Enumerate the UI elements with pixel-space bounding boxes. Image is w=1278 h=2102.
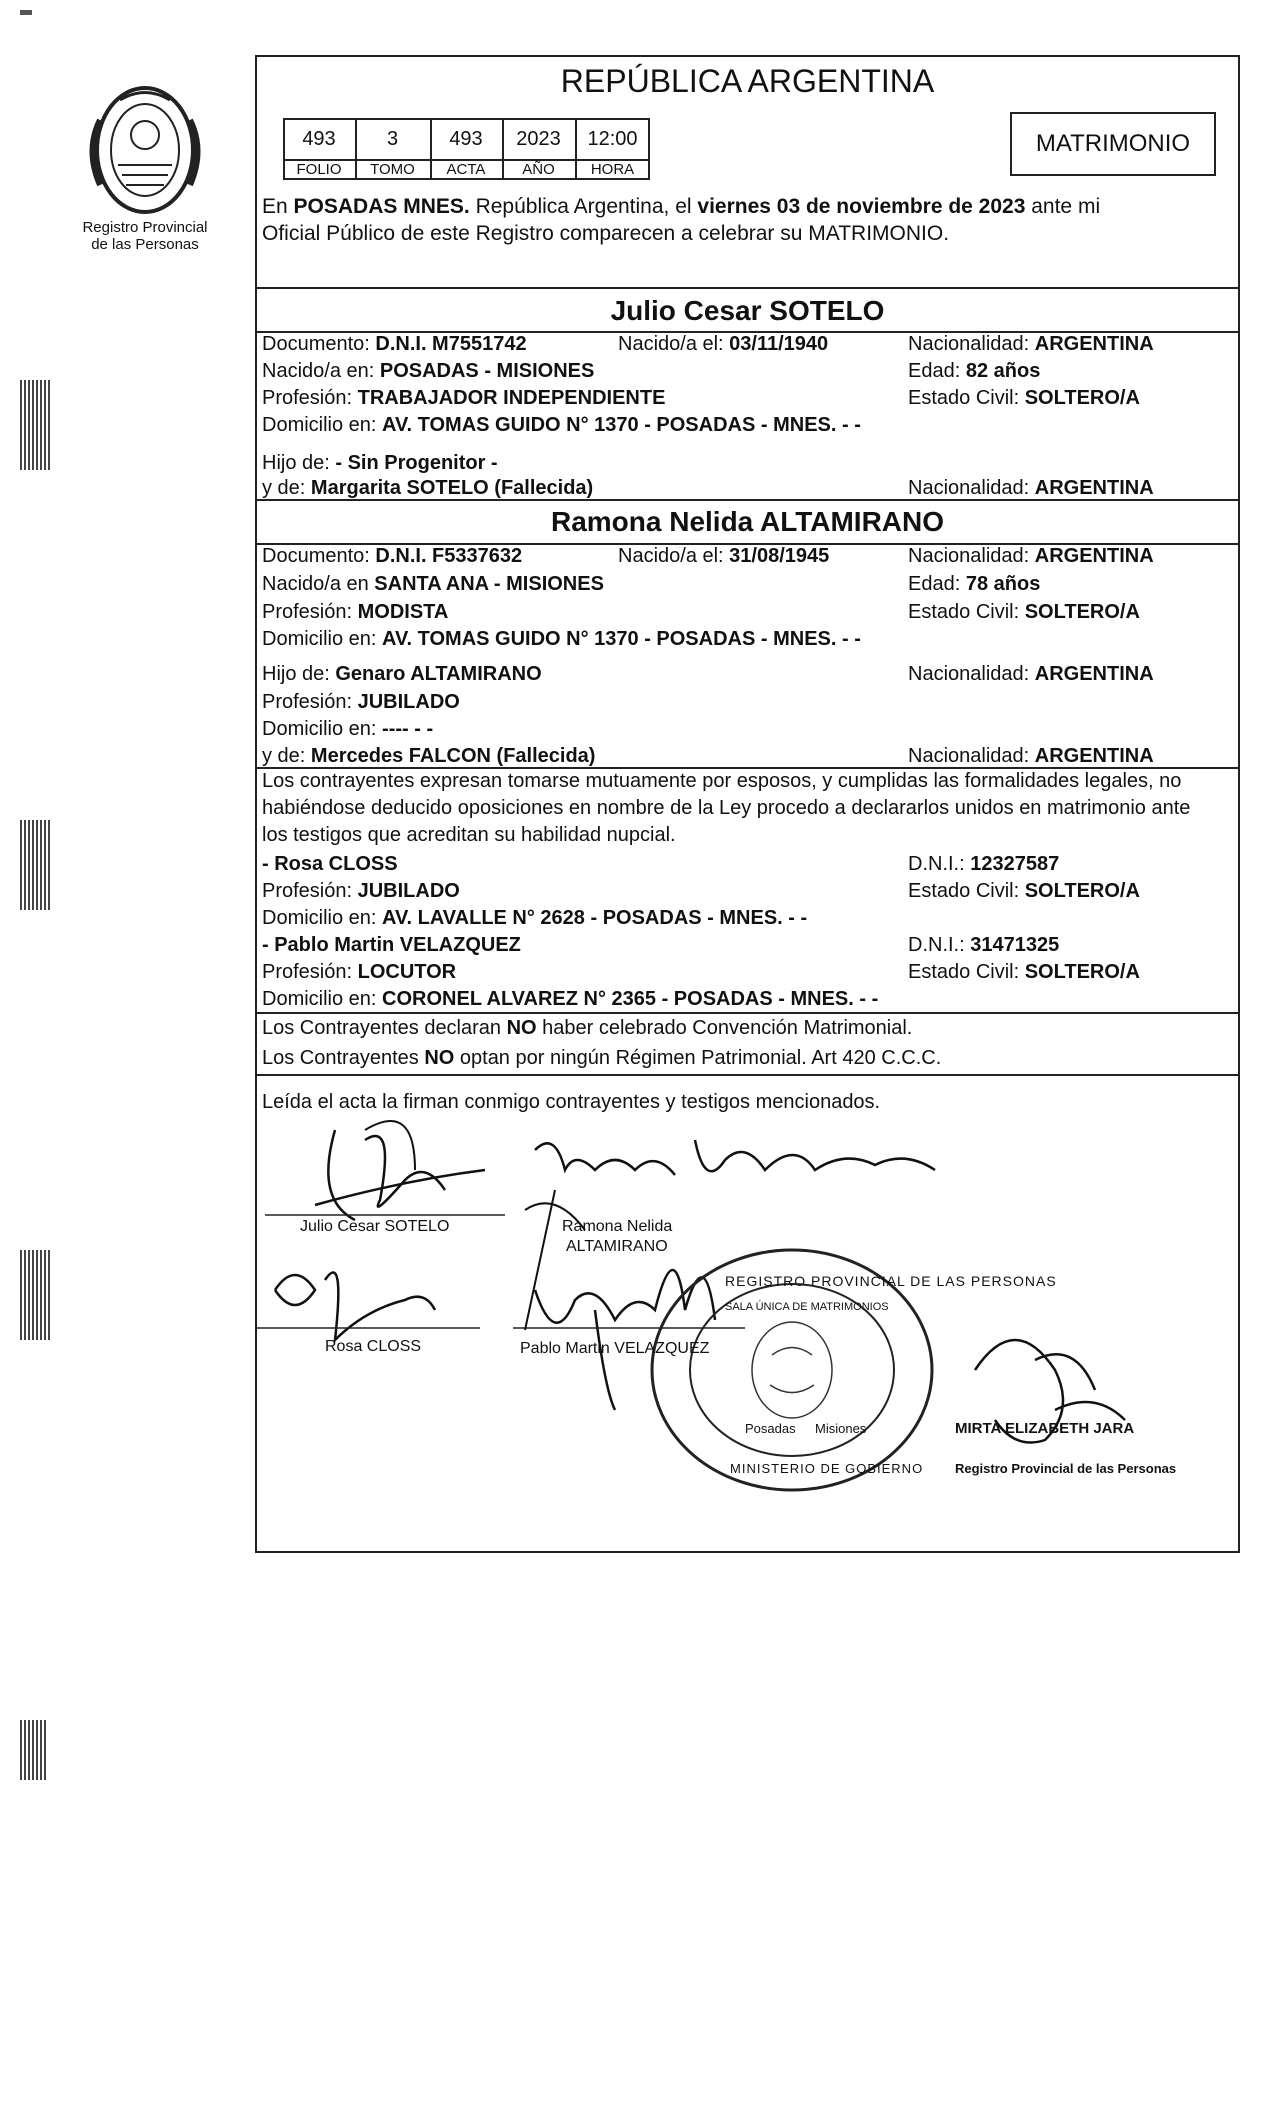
spouse2-parent1-address: Domicilio en: ---- - - [262,718,434,740]
scan-speck [20,1250,52,1340]
witness1-address: Domicilio en: AV. LAVALLE N° 2628 - POSADAS - MNES. - - [262,907,808,929]
signature-label-witness2: Pablo Martin VELAZQUEZ [520,1340,710,1357]
witness1-name: - Rosa CLOSS [262,853,398,875]
witness2-profession: Profesión: LOCUTOR [262,961,457,983]
signature-label-spouse2-line2: ALTAMIRANO [566,1238,668,1255]
witness1-profession: Profesión: JUBILADO [262,880,460,902]
witness1-dni: D.N.I.: 12327587 [908,853,1060,875]
declaration-line-1: Los contrayentes expresan tomarse mutuamente por esposos, y cumplidas las formalidades legales, no [262,770,1182,792]
spouse1-birthdate: Nacido/a el: 03/11/1940 [618,333,829,355]
scan-speck [20,1720,46,1780]
spouse2-name: Ramona Nelida ALTAMIRANO [550,506,945,537]
witness2-address: Domicilio en: CORONEL ALVAREZ N° 2365 - POSADAS - MNES. - - [262,988,879,1010]
registry-name-line2: de las Personas [91,236,199,253]
spouse2-civil-status: Estado Civil: SOLTERO/A [908,601,1140,623]
provincial-seal-icon [70,80,220,220]
spouse1-parent2-nationality: Nacionalidad: ARGENTINA [908,477,1154,499]
spouse2-parent1-nationality: Nacionalidad: ARGENTINA [908,663,1154,685]
witness2-civil-status: Estado Civil: SOLTERO/A [908,961,1140,983]
spouse2-parent2: y de: Mercedes FALCON (Fallecida) [262,745,596,767]
spouse1-parent1: Hijo de: - Sin Progenitor - [262,452,498,474]
page-title: REPÚBLICA ARGENTINA [560,63,935,99]
witness1-civil-status: Estado Civil: SOLTERO/A [908,880,1140,902]
signature-label-spouse2-line1: Ramona Nelida [562,1218,673,1235]
hour-label: HORA [590,161,635,178]
spouse2-address: Domicilio en: AV. TOMAS GUIDO N° 1370 - POSADAS - MNES. - - [262,628,861,650]
spouse1-parent2: y de: Margarita SOTELO (Fallecida) [262,477,594,499]
stamp-city: Posadas [745,1421,796,1436]
spouse1-profession: Profesión: TRABAJADOR INDEPENDIENTE [262,387,666,409]
spouse1-address: Domicilio en: AV. TOMAS GUIDO N° 1370 - POSADAS - MNES. - - [262,414,861,436]
spouse2-parent2-nationality: Nacionalidad: ARGENTINA [908,745,1154,767]
declaration-line-3: los testigos que acreditan su habilidad nupcial. [262,824,676,846]
stamp-bottom-text: MINISTERIO DE GOBIERNO [730,1461,924,1476]
intro-line-1: En POSADAS MNES. República Argentina, el viernes 03 de noviembre de 2023 ante mi [262,195,1101,218]
stamp-inner-text: SALA ÚNICA DE MATRIMONIOS [725,1301,889,1313]
declaration-line-2: habiéndose deducido oposiciones en nombre de la Ley procedo a declararlos unidos en matrimonio ante [262,797,1191,819]
scan-speck [20,380,52,470]
folio-label: FOLIO [296,161,342,178]
folio-value: 493 [302,128,336,150]
spouse1-civil-status: Estado Civil: SOLTERO/A [908,387,1140,409]
spouse1-nationality: Nacionalidad: ARGENTINA [908,333,1154,355]
regime-line-1: Los Contrayentes declaran NO haber celebrado Convención Matrimonial. [262,1017,913,1039]
signature-label-spouse1: Julio Cesar SOTELO [300,1218,450,1235]
official-name: MIRTA ELIZABETH JARA [955,1420,1135,1437]
stamp-outer-text: REGISTRO PROVINCIAL DE LAS PERSONAS [725,1273,1057,1289]
year-label: AÑO [522,161,555,178]
spouse2-birthplace: Nacido/a en SANTA ANA - MISIONES [262,573,604,595]
registry-name-line1: Registro Provincial [82,219,208,236]
registry-logo [70,80,220,260]
scan-speck [20,10,32,15]
act-type: MATRIMONIO [1035,130,1191,157]
spouse1-age: Edad: 82 años [908,360,1041,382]
stamp-province: Misiones [815,1421,867,1436]
spouse1-name: Julio Cesar SOTELO [610,295,885,326]
spouse2-parent1-profession: Profesión: JUBILADO [262,691,460,713]
spouse1-birthplace: Nacido/a en: POSADAS - MISIONES [262,360,595,382]
hour-value: 12:00 [587,128,638,150]
spouse2-parent1: Hijo de: Genaro ALTAMIRANO [262,663,542,685]
witness2-dni: D.N.I.: 31471325 [908,934,1060,956]
signature-label-witness1: Rosa CLOSS [325,1338,422,1355]
signature-strokes [255,1110,1240,1550]
regime-line-2: Los Contrayentes NO optan por ningún Régimen Patrimonial. Art 420 C.C.C. [262,1047,942,1069]
spouse2-nationality: Nacionalidad: ARGENTINA [908,545,1154,567]
acta-value: 493 [449,128,483,150]
tomo-label: TOMO [370,161,415,178]
official-organization: Registro Provincial de las Personas [955,1461,1177,1476]
tomo-value: 3 [386,128,399,150]
closing-text: Leída el acta la firman conmigo contrayentes y testigos mencionados. [262,1091,881,1113]
spouse2-document: Documento: D.N.I. F5337632 [262,545,523,567]
scan-speck [20,820,52,910]
acta-label: ACTA [446,161,486,178]
witness2-name: - Pablo Martin VELAZQUEZ [262,934,521,956]
year-value: 2023 [516,128,561,150]
spouse2-birthdate: Nacido/a el: 31/08/1945 [618,545,830,567]
spouse1-document: Documento: D.N.I. M7551742 [262,333,527,355]
intro-line-2: Oficial Público de este Registro comparecen a celebrar su MATRIMONIO. [262,222,950,245]
spouse2-profession: Profesión: MODISTA [262,601,449,623]
spouse2-age: Edad: 78 años [908,573,1041,595]
